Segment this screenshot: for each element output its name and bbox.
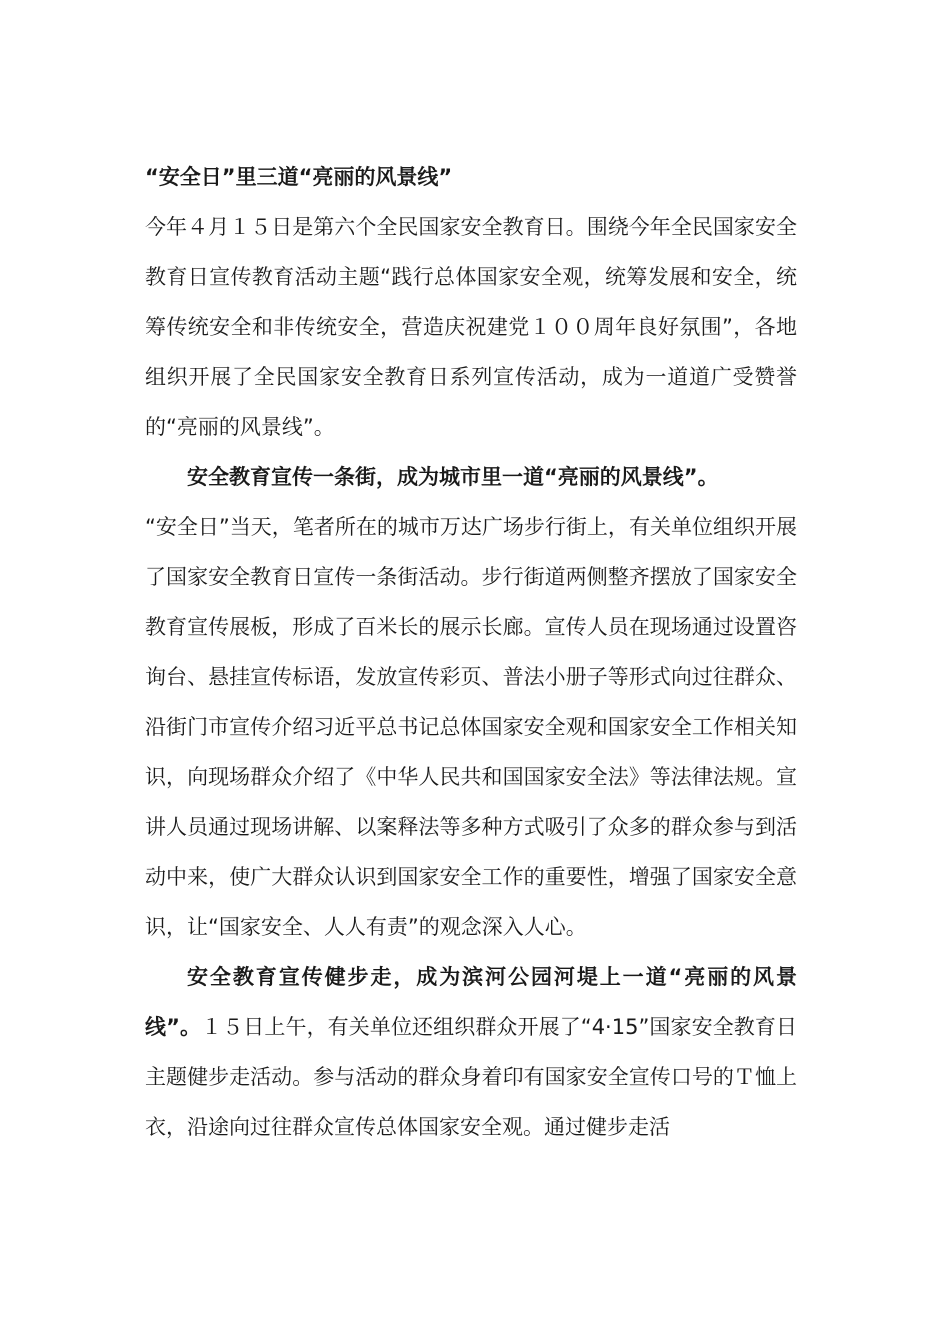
section-2-body: １５日上午，有关单位还组织群众开展了“4·15”国家安全教育日主题健步走活动。参与活动的群众身着印有国家安全宣传口号的Ｔ恤上衣，沿途向过往群众宣传总体国家安全观。通过健步走活: [145, 1015, 797, 1139]
section-2-paragraph: [145, 952, 797, 1152]
section-1-body: “安全日”当天，笔者所在的城市万达广场步行街上，有关单位组织开展了国家安全教育日宣传一条街活动。步行街道两侧整齐摆放了国家安全教育宣传展板，形成了百米长的展示长廊。宣传人员在现场通过设置咨询台、悬挂宣传标语，发放宣传彩页、普法小册子等形式向过往群众、沿街门市宣传介绍习近平总书记总体国家安全观和国家安全工作相关知识，向现场群众介绍了《中华人民共和国国家安全法》等法律法规。宣讲人员通过现场讲解、以案释法等多种方式吸引了众多的群众参与到活动中来，使广大群众认识到国家安全工作的重要性，增强了国家安全意识，让“国家安全、人人有责”的观念深入人心。: [145, 515, 797, 939]
section-1-heading-text: 安全教育宣传一条街，成为城市里一道“亮丽的风景线”。: [187, 465, 719, 489]
section-1-heading: [145, 452, 797, 502]
document-page: [145, 152, 797, 1152]
document-title: “安全日”里三道“亮丽的风景线”: [145, 165, 453, 189]
intro-paragraph: 今年４月１５日是第六个全民国家安全教育日。围绕今年全民国家安全教育日宣传教育活动主题“践行总体国家安全观，统筹发展和安全，统筹传统安全和非传统安全，营造庆祝建党１００周年良好氛围”，各地组织开展了全民国家安全教育日系列宣传活动，成为一道道广受赞誉的“亮丽的风景线”。: [145, 215, 797, 439]
section-2-heading-text: 安全教育宣传健步走，成为滨河公园河堤上一道“亮丽的风景线”。: [145, 965, 797, 1039]
